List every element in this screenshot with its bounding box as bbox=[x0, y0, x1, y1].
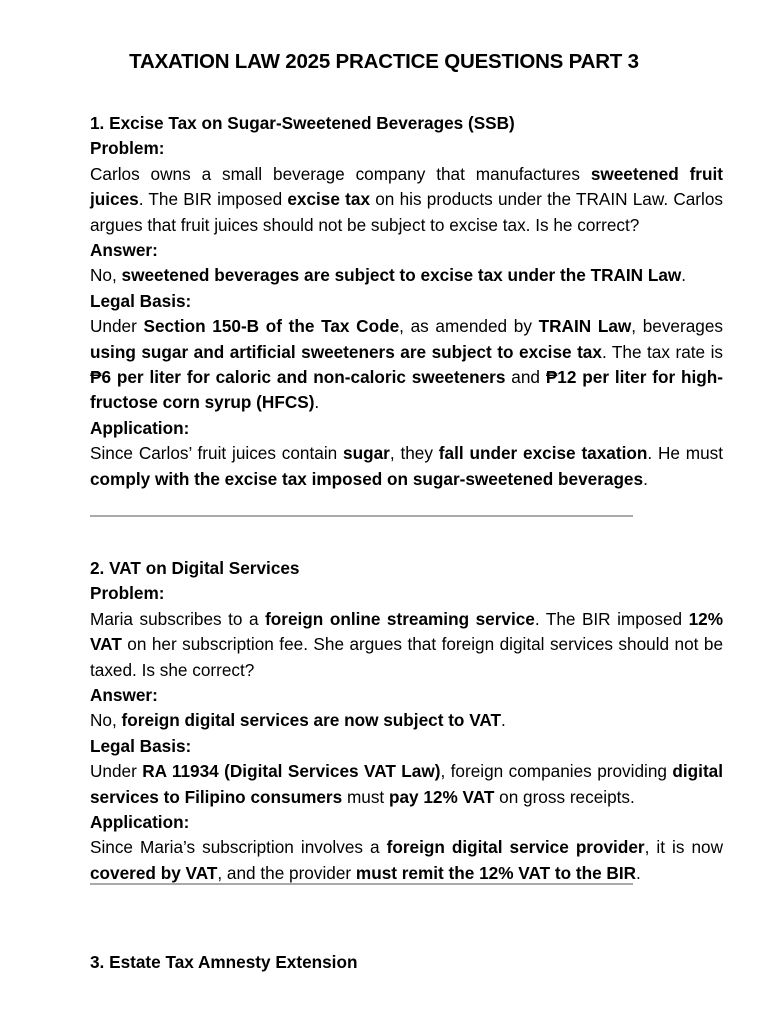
question-1 bbox=[90, 111, 723, 492]
question-2-answer-label: Answer: bbox=[90, 685, 158, 706]
question-2-application-text: Since Maria’s subscription involves a foreign digital service provider, it is now covered by VAT, and the provider must remit the 12% VAT to the BIR. bbox=[90, 837, 724, 883]
question-3-heading: 3. Estate Tax Amnesty Extension bbox=[90, 952, 358, 972]
question-2-legal-basis-text: Under RA 11934 (Digital Services VAT Law), foreign companies providing digital services to Filipino consumers must pay 12% VAT on gross receipts. bbox=[90, 761, 723, 807]
question-1-problem-label: Problem: bbox=[90, 138, 165, 159]
question-2-answer-text: No, foreign digital services are now subject to VAT. bbox=[90, 710, 506, 731]
document-title: TAXATION LAW 2025 PRACTICE QUESTIONS PART 3 bbox=[129, 50, 639, 73]
question-3 bbox=[90, 950, 723, 975]
question-1-heading: 1. Excise Tax on Sugar-Sweetened Beverages (SSB) bbox=[90, 113, 515, 133]
question-2-application-label: Application: bbox=[90, 812, 190, 833]
question-2-problem-label: Problem: bbox=[90, 583, 165, 604]
question-2-problem-text: Maria subscribes to a foreign online streaming service. The BIR imposed 12% VAT on her subscription fee. She argues that foreign digital services should not be taxed. Is she correct? bbox=[90, 608, 723, 680]
question-1-application-text: Since Carlos’ fruit juices contain sugar, they fall under excise taxation. He must comply with the excise tax imposed on sugar-sweetened beverages. bbox=[90, 443, 724, 489]
question-1-legal-basis-label: Legal Basis: bbox=[90, 290, 192, 311]
question-1-application-label: Application: bbox=[90, 417, 190, 438]
question-1-legal-basis-text: Under Section 150-B of the Tax Code, as amended by TRAIN Law, beverages using sugar and artificial sweeteners are subject to excise tax. The tax rate is ₱6 per liter for caloric and non-caloric sweeteners and ₱12 per liter for high-fructose corn syrup (HFCS). bbox=[90, 316, 724, 413]
question-2 bbox=[90, 556, 723, 886]
question-2-legal-basis-label: Legal Basis: bbox=[90, 735, 192, 756]
question-1-answer-text: No, sweetened beverages are subject to excise tax under the TRAIN Law. bbox=[90, 265, 687, 286]
question-2-heading: 2. VAT on Digital Services bbox=[90, 558, 300, 578]
question-1-answer-label: Answer: bbox=[90, 240, 158, 261]
section-divider bbox=[90, 883, 633, 885]
section-divider bbox=[90, 515, 633, 517]
question-1-problem-text: Carlos owns a small beverage company that manufactures sweetened fruit juices. The BIR imposed excise tax on his products under the TRAIN Law. Carlos argues that fruit juices should not be subject to excise tax. Is he correct? bbox=[90, 163, 723, 235]
